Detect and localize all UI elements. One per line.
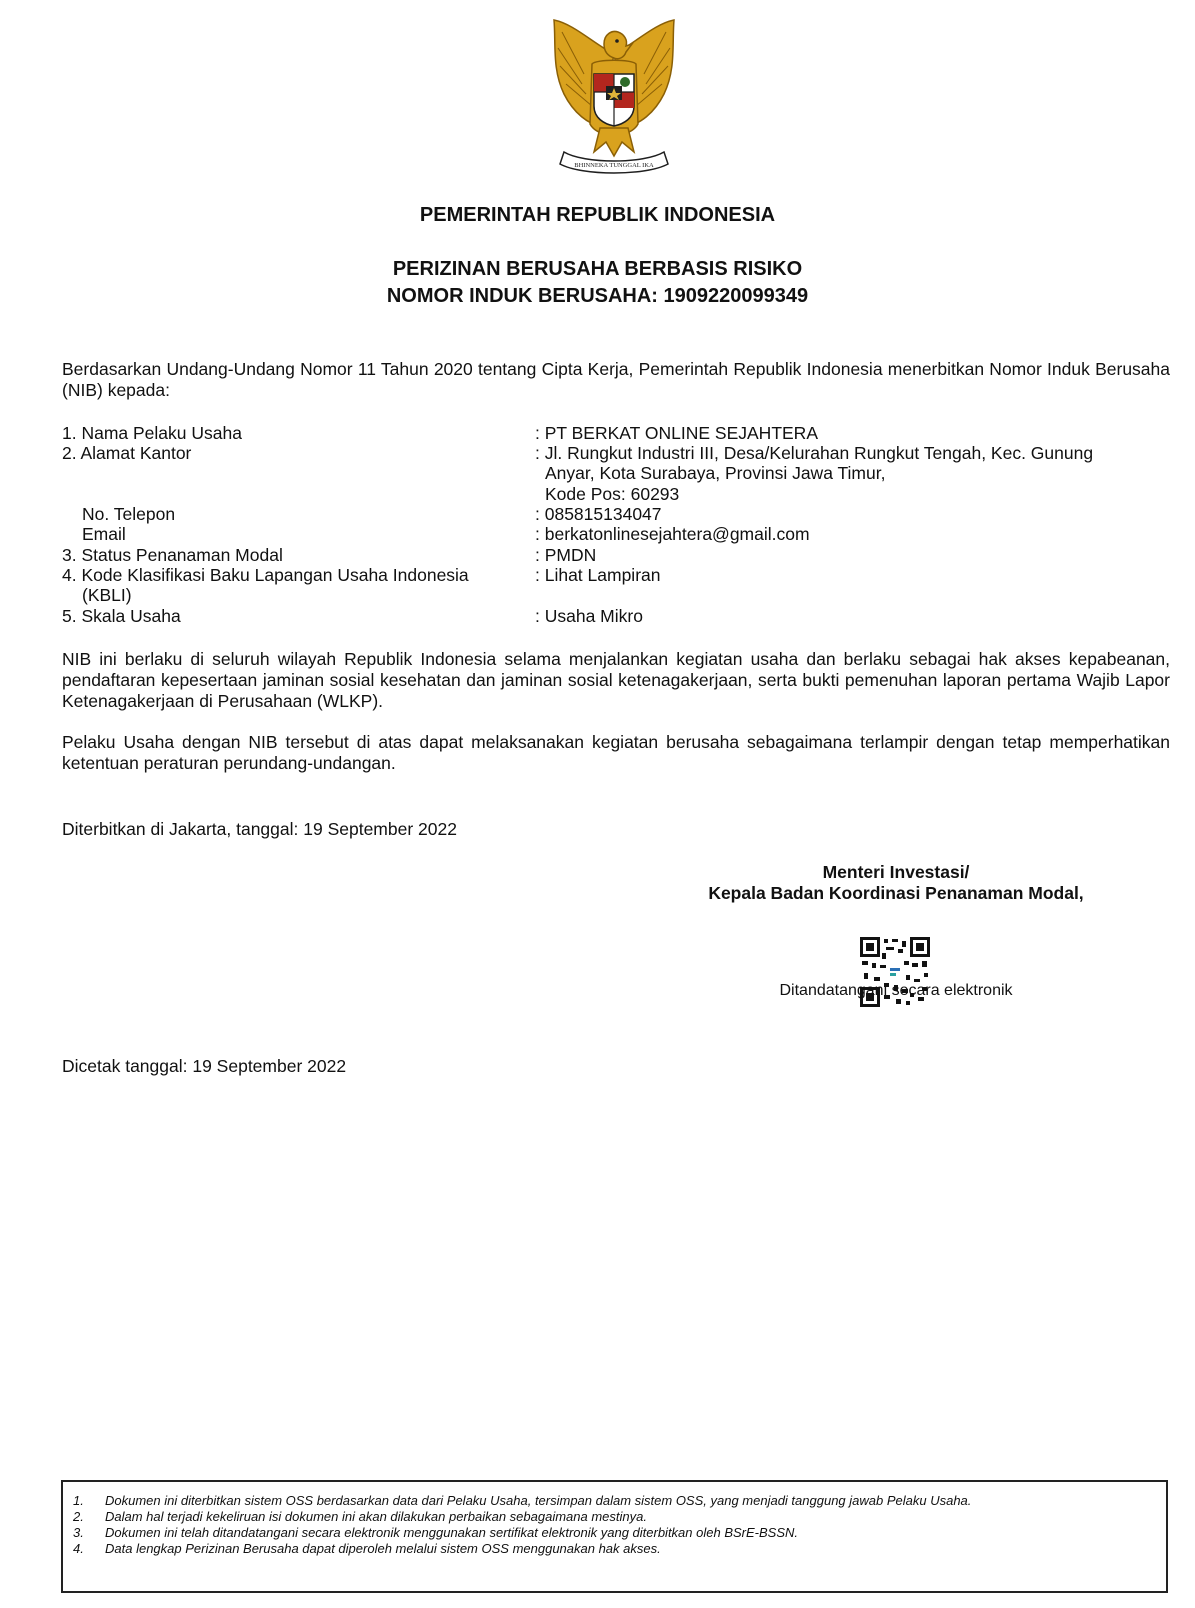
- skala-label: 5. Skala Usaha: [62, 606, 181, 626]
- intro-paragraph: Berdasarkan Undang-Undang Nomor 11 Tahun 2020 tentang Cipta Kerja, Pemerintah Republik Indonesia menerbitkan Nomor Induk Berusaha (NIB) kepada:: [62, 359, 1170, 400]
- alamat-value-line2: Anyar, Kota Surabaya, Provinsi Jawa Timur,: [545, 463, 886, 483]
- note-number: 4.: [73, 1541, 84, 1556]
- note-item: [73, 1541, 1166, 1557]
- note-item: [73, 1509, 1166, 1525]
- telepon-label: No. Telepon: [82, 504, 176, 524]
- nama-label: 1. Nama Pelaku Usaha: [62, 423, 242, 443]
- disclaimer-box: [61, 1480, 1168, 1593]
- svg-text:BHINNEKA TUNGGAL IKA: BHINNEKA TUNGGAL IKA: [574, 162, 654, 169]
- alamat-value-line3: Kode Pos: 60293: [545, 484, 680, 504]
- nama-value: : PT BERKAT ONLINE SEJAHTERA: [535, 423, 818, 443]
- note-item: [73, 1525, 1166, 1541]
- alamat-value-line1: : Jl. Rungkut Industri III, Desa/Kelurahan Rungkut Tengah, Kec. Gunung: [535, 443, 1094, 463]
- permit-title: PERIZINAN BERUSAHA BERBASIS RISIKO: [392, 258, 803, 280]
- kbli-label-line1: 4. Kode Klasifikasi Baku Lapangan Usaha Indonesia: [62, 565, 469, 585]
- alamat-label: 2. Alamat Kantor: [62, 443, 192, 463]
- status-value: : PMDN: [535, 545, 597, 565]
- signature-caption: Ditandatangani secara elektronik: [779, 982, 1013, 999]
- email-label: Email: [82, 524, 126, 544]
- nib-number: NOMOR INDUK BERUSAHA: 1909220099349: [386, 285, 809, 307]
- note-number: 3.: [73, 1525, 84, 1540]
- email-value: : berkatonlinesejahtera@gmail.com: [535, 524, 810, 544]
- signatory-block: [676, 862, 1116, 904]
- kbli-label-line2: (KBLI): [82, 585, 132, 605]
- note-text: Dalam hal terjadi kekeliruan isi dokumen ini akan dilakukan perbaikan sebagaimana mestinya.: [105, 1509, 647, 1524]
- note-number: 2.: [73, 1509, 84, 1524]
- telepon-value: : 085815134047: [535, 504, 662, 524]
- note-text: Dokumen ini telah ditandatangani secara elektronik menggunakan sertifikat elektronik yang diterbitkan oleh BSrE-BSSN.: [105, 1525, 798, 1540]
- garuda-emblem-icon: [534, 14, 694, 184]
- note-text: Data lengkap Perizinan Berusaha dapat diperoleh melalui sistem OSS menggunakan hak akses.: [105, 1541, 661, 1556]
- obligation-paragraph: Pelaku Usaha dengan NIB tersebut di atas dapat melaksanakan kegiatan berusaha sebagaimana terlampir dengan tetap memperhatikan ketentuan peraturan perundang-undangan.: [62, 732, 1170, 773]
- note-number: 1.: [73, 1493, 84, 1508]
- validity-paragraph: NIB ini berlaku di seluruh wilayah Republik Indonesia selama menjalankan kegiatan usaha dan berlaku sebagai hak akses kepabeanan, pendaftaran kepesertaan jaminan sosial kesehatan dan jaminan sosial ketenagakerjaan, serta bukti pemenuhan laporan pertama Wajib Lapor Ketenagakerjaan di Perusahaan (WLKP).: [62, 649, 1170, 711]
- signatory-title-line1: Menteri Investasi/: [822, 862, 970, 882]
- note-item: [73, 1493, 1166, 1509]
- printed-date: Dicetak tanggal: 19 September 2022: [62, 1056, 347, 1076]
- signatory-title-line2: Kepala Badan Koordinasi Penanaman Modal,: [708, 883, 1084, 903]
- issued-date: Diterbitkan di Jakarta, tanggal: 19 September 2022: [62, 819, 457, 839]
- kbli-value: : Lihat Lampiran: [535, 565, 661, 585]
- government-heading: PEMERINTAH REPUBLIK INDONESIA: [419, 204, 776, 226]
- note-text: Dokumen ini diterbitkan sistem OSS berdasarkan data dari Pelaku Usaha, tersimpan dalam sistem OSS, yang menjadi tanggung jawab Pelaku Usaha.: [105, 1493, 972, 1508]
- status-label: 3. Status Penanaman Modal: [62, 545, 283, 565]
- skala-value: : Usaha Mikro: [535, 606, 643, 626]
